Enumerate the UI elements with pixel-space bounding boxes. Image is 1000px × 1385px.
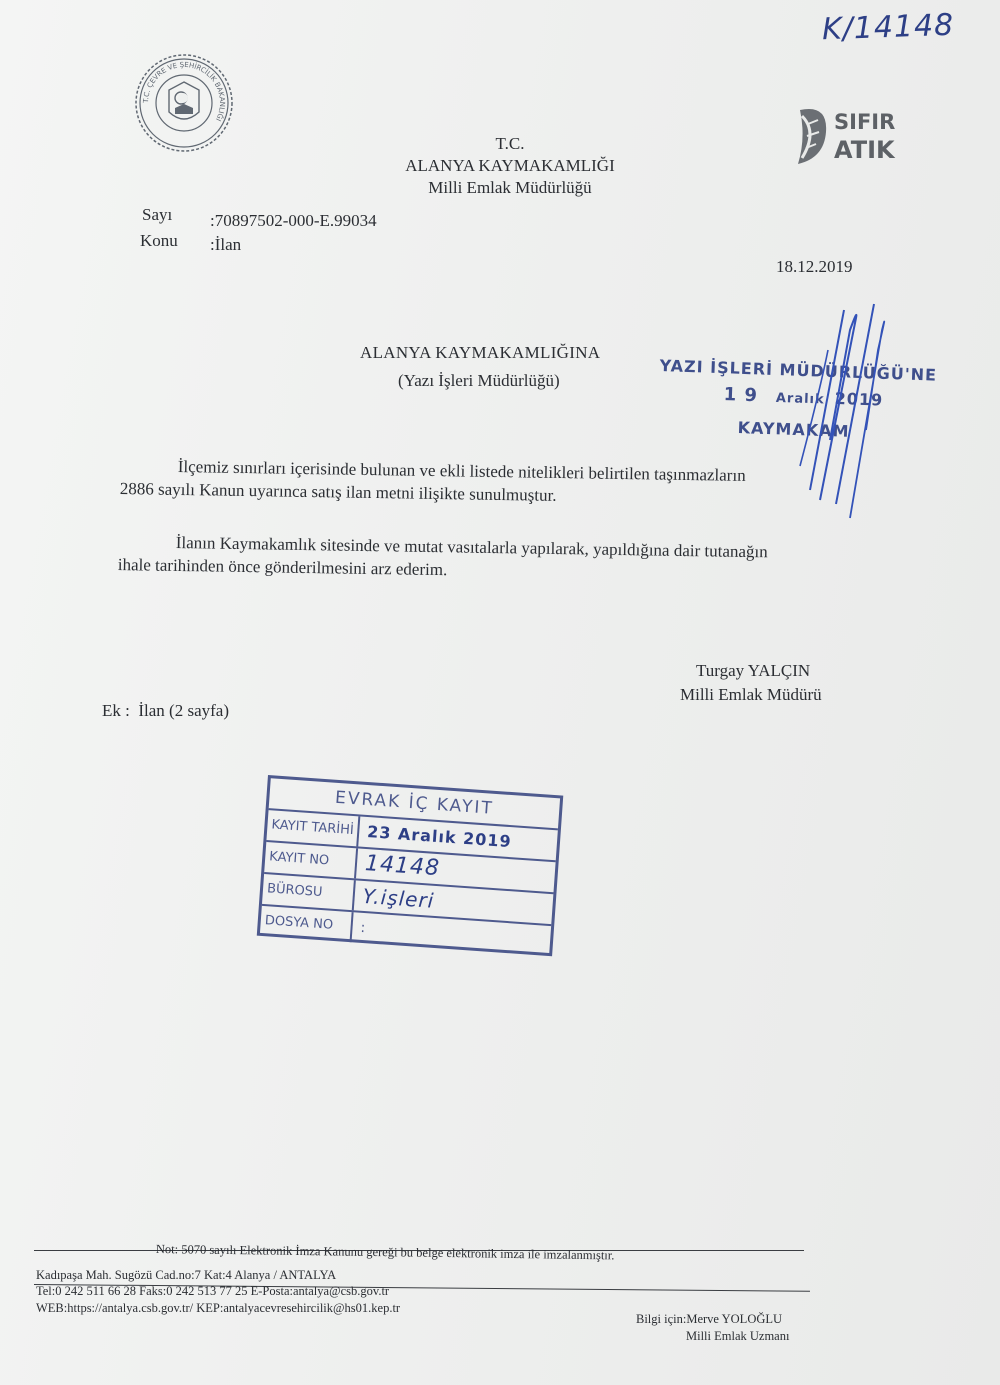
registry-number-value: 14148 — [364, 851, 441, 882]
receipt-stamp-year: 2019 — [834, 388, 884, 410]
footer-info-title: Milli Emlak Uzmanı — [686, 1329, 790, 1343]
recipient-line1: ALANYA KAYMAKAMLIĞINA — [360, 343, 601, 362]
receipt-stamp-line3: KAYMAKAM — [737, 418, 850, 441]
registry-file-label: DOSYA NO — [260, 906, 354, 942]
registry-date-label: KAYIT TARİHİ — [266, 810, 360, 846]
body-paragraph2-line2: ihale tarihinden önce gönderilmesini arz ederim. — [117, 554, 448, 580]
footer-web: WEB:https://antalya.csb.gov.tr/ KEP:antalyacevresehircilik@hs01.kep.tr — [36, 1301, 401, 1315]
registry-date-value: 23 Aralık 2019 — [366, 822, 513, 852]
footer-address: Kadıpaşa Mah. Sugözü Cad.no:7 Kat:4 Alanya / ANTALYA — [36, 1268, 337, 1282]
receipt-stamp-line1: YAZI İŞLERİ MÜDÜRLÜĞÜ'NE — [659, 356, 938, 385]
document-date: 18.12.2019 — [776, 257, 853, 276]
registry-stamp — [257, 775, 564, 956]
logo-line-atik: ATIK — [834, 136, 895, 164]
registry-stamp-title: EVRAK İÇ KAYIT — [269, 778, 561, 830]
seal-ring-text: T.C. ÇEVRE VE ŞEHİRCİLİK BAKANLIĞI — [141, 60, 227, 123]
signatory-name: Turgay YALÇIN — [696, 661, 811, 680]
handwritten-reference: K/14148 — [821, 7, 955, 48]
ministry-seal-icon — [133, 52, 235, 154]
body-paragraph1-line1: İlçemiz sınırları içerisinde bulunan ve ekli listede nitelikleri belirtilen taşınmazların — [177, 456, 746, 485]
registry-bureau-value: Y.işleri — [361, 883, 436, 913]
konu-label: Konu — [140, 231, 178, 250]
konu-value: :İlan — [210, 235, 242, 254]
footer-esign-note: Not: 5070 sayılı Elektronik İmza Kanunu gereği bu belge elektronik imza ile imzalanmıştır. — [155, 1242, 615, 1263]
receipt-stamp-month: Aralık — [775, 390, 825, 408]
signatory-title: Milli Emlak Müdürü — [680, 685, 822, 704]
receipt-stamp-day: 1 9 — [723, 384, 759, 407]
body-paragraph2-line1: İlanın Kaymakamlık sitesinde ve mutat vasıtalarla yapılarak, yapıldığına dair tutanağın — [175, 532, 768, 562]
sayi-label: Sayı — [142, 205, 173, 224]
attachment-line: Ek : İlan (2 sayfa) — [102, 701, 229, 720]
body-paragraph1-line2: 2886 sayılı Kanun uyarınca satış ilan metni ilişikte sunulmuştur. — [119, 478, 557, 505]
zero-waste-leaf-icon — [792, 102, 832, 168]
footer-info-contact: Bilgi için:Merve YOLOĞLU — [636, 1312, 783, 1326]
sayi-value: :70897502-000-E.99034 — [210, 211, 377, 230]
header-tc: T.C. — [495, 134, 525, 153]
footer-contact: Tel:0 242 511 66 28 Faks:0 242 513 77 25 E-Posta:antalya@csb.gov.tr — [36, 1284, 390, 1298]
registry-file-value: : — [360, 919, 366, 937]
zero-waste-logo — [792, 98, 896, 178]
registry-number-label: KAYIT NO — [264, 842, 358, 878]
logo-line-sifir: SIFIR — [834, 110, 896, 134]
recipient-line2: (Yazı İşleri Müdürlüğü) — [398, 371, 560, 390]
header-department: Milli Emlak Müdürlüğü — [428, 178, 592, 197]
registry-bureau-label: BÜROSU — [262, 874, 356, 910]
paraf-signature-icon — [770, 290, 910, 530]
header-institution: ALANYA KAYMAKAMLIĞI — [405, 156, 615, 175]
